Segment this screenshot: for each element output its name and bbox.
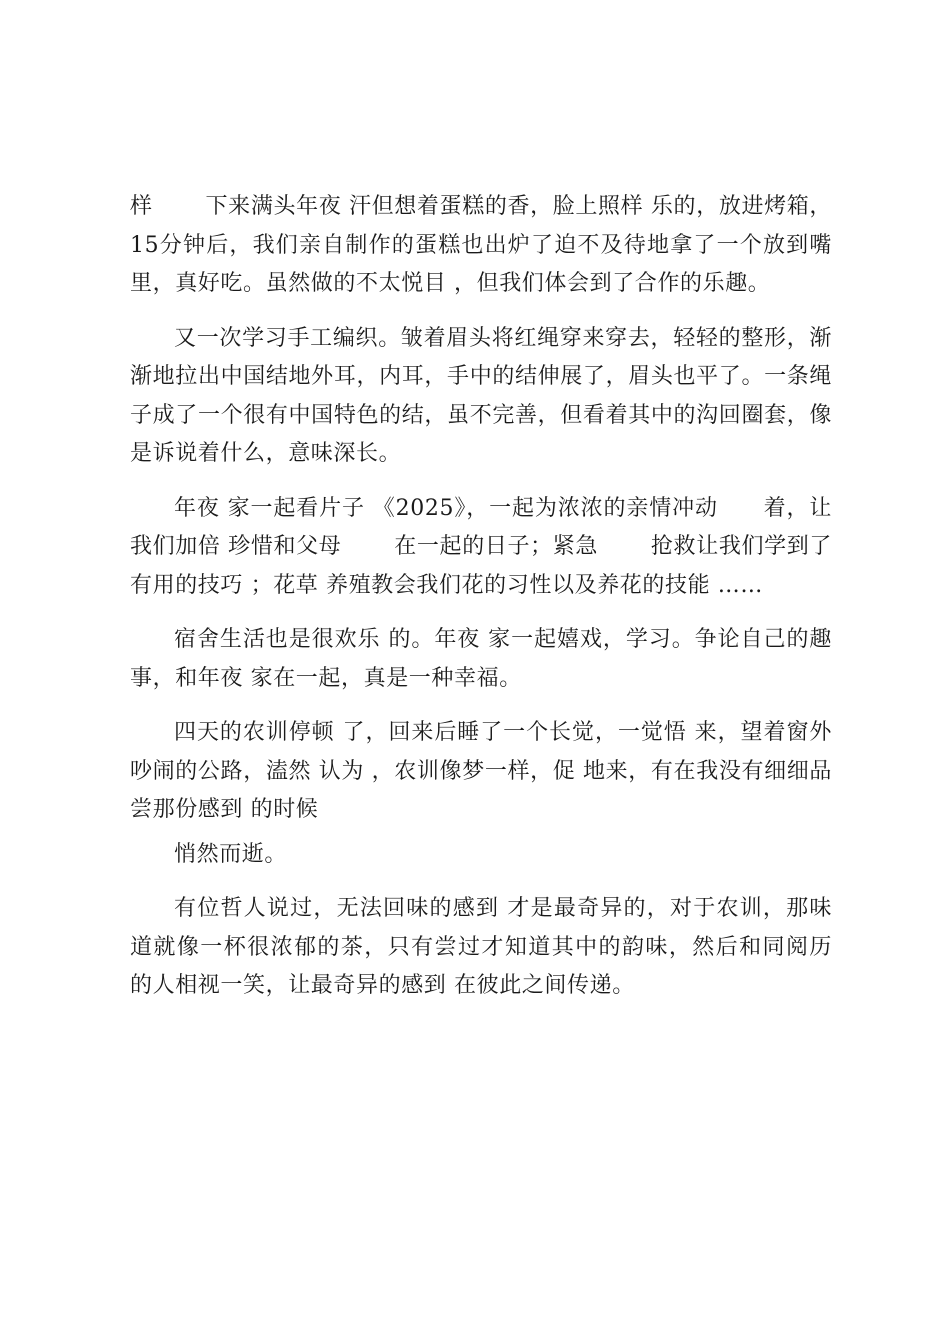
- paragraph-return: 四天的农训停顿 了，回来后睡了一个长觉，一觉悟 来，望着窗外吵闹的公路，溘然 认为 ，农训像梦一样，促 地来，有在我没有细细品尝那份感到 的时候: [130, 720, 832, 822]
- paragraph-cake: 样 下来满头年夜 汗但想着蛋糕的香，脸上照样 乐的，放进烤箱，15分钟后，我们亲自制作的蛋糕也出炉了迫不及待地拿了一个放到嘴里，真好吃。虽然做的不太悦目 ，但我们体会到了合作的乐趣。: [130, 194, 832, 296]
- paragraph-philosopher: 有位哲人说过，无法回味的感到 才是最奇异的，对于农训，那味道就像一杯很浓郁的茶，只有尝过才知道其中的韵味，然后和同阅历 的人相视一笑，让最奇异的感到 在彼此之间传递。: [130, 896, 832, 998]
- paragraph-film: 年夜 家一起看片子 《2025》，一起为浓浓的亲情冲动 着，让我们加倍 珍惜和父母 在一起的日子；紧急 抢救让我们学到了有用的技巧 ；花草 养殖教会我们花的习性以及养花的技能 ……: [130, 495, 832, 598]
- paragraph-vanished: 悄然而逝。: [174, 841, 288, 867]
- paragraph-dormitory: 宿舍生活也是很欢乐 的。年夜 家一起嬉戏，学习。争论自己的趣事，和年夜 家在一起，真是一种幸福。: [130, 627, 832, 691]
- document-body: [130, 188, 832, 1022]
- paragraph-knitting: 又一次学习手工编织。皱着眉头将红绳穿来穿去，轻轻的整形，渐渐地拉出中国结地外耳，内耳，手中的结伸展了，眉头也平了。一条绳子成了一个很有中国特色的结，虽不完善，但看着其中的沟回圈套，像是诉说着什么，意味深长。: [130, 325, 832, 466]
